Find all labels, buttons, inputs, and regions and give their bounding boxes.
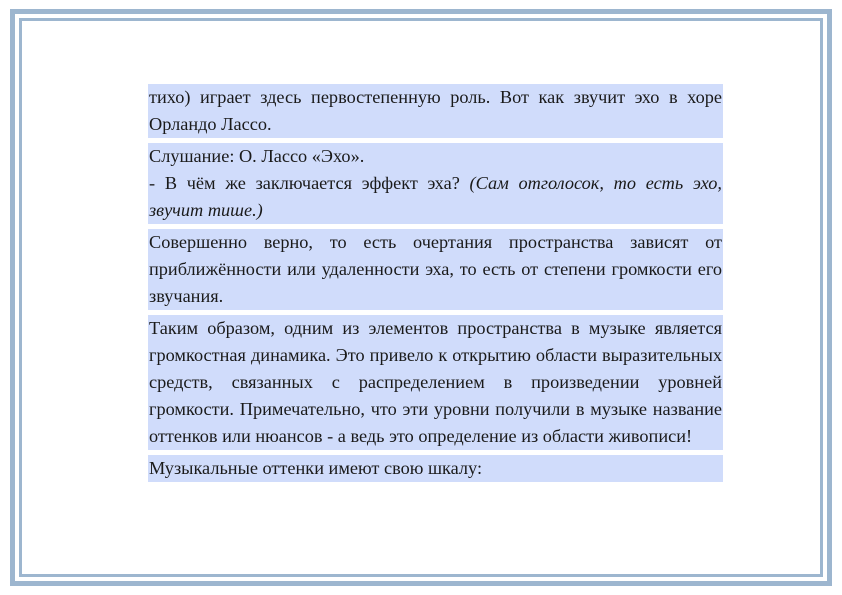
question-text: - В чём же заключается эффект эха? — [149, 173, 470, 193]
paragraph-scale: Музыкальные оттенки имеют свою шкалу: — [148, 455, 723, 482]
text-block — [148, 84, 723, 482]
answer-text: (Сам отголосок, то есть эхо, звучит тише.) — [149, 173, 722, 220]
paragraph-echo-intro: тихо) играет здесь первостепенную роль. Вот как звучит эхо в хоре Орландо Лассо. — [148, 84, 723, 138]
paragraph-dynamics: Таким образом, одним из элементов пространства в музыке является громкостная динамика. Это привело к открытию области выразительных средств, связанных с распределением в произведении уровней громкости. Примечательно, что эти уровни получили в музыке название оттенков или нюансов - а ведь это определение из области живописи! — [148, 315, 723, 450]
paragraph-space-outline: Совершенно верно, то есть очертания пространства зависят от приближённости или удаленности эха, то есть от степени громкости его звучания. — [148, 229, 723, 310]
listening-line: Слушание: О. Лассо «Эхо». — [149, 146, 365, 166]
paragraph-listening — [148, 143, 723, 224]
